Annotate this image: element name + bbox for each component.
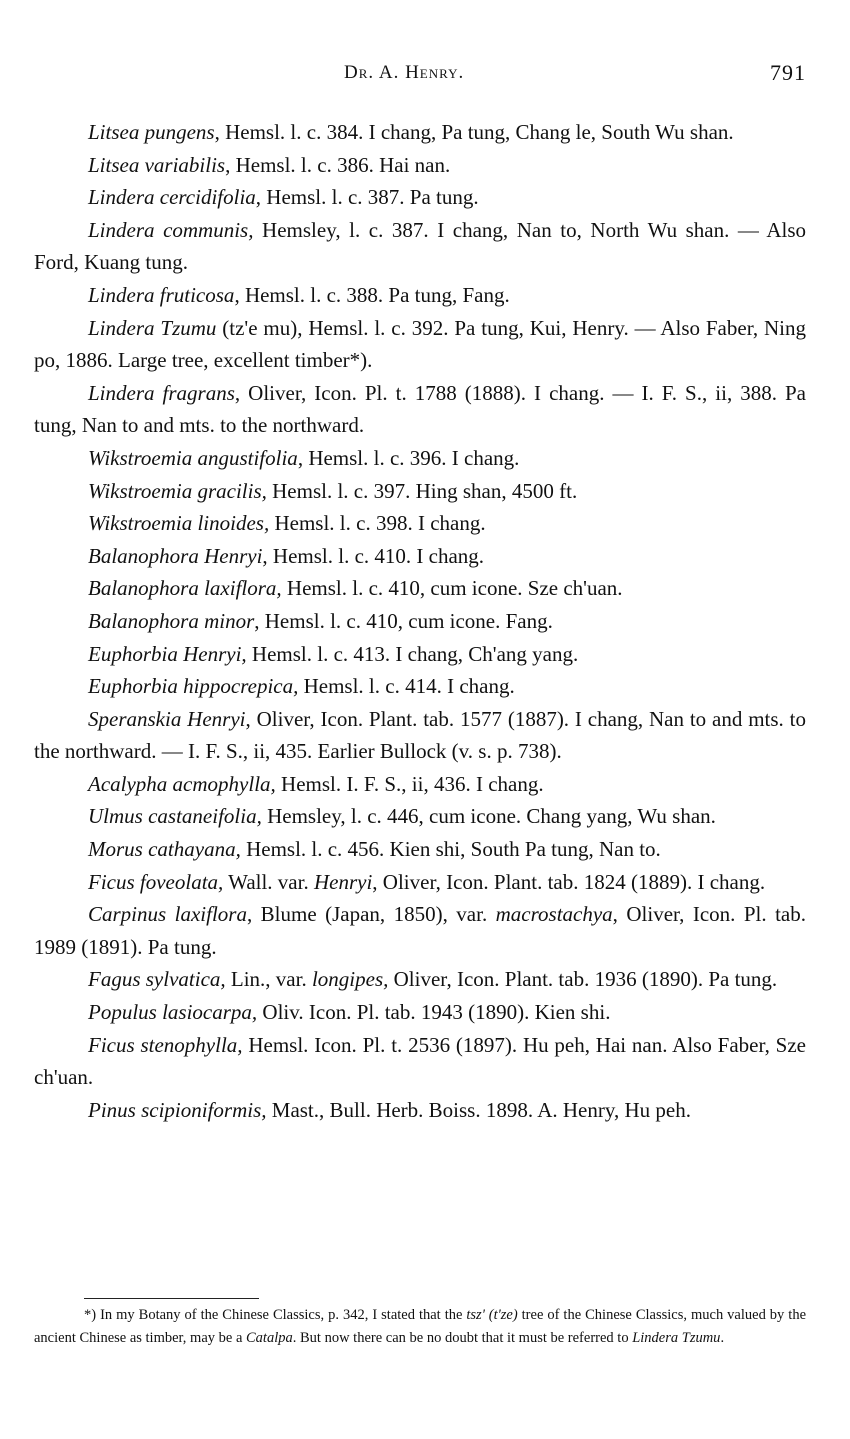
- entry-text: , Oliver, Icon. Pl. tab. 1989 (1891). Pa tung.: [34, 902, 806, 959]
- entry: [34, 866, 806, 899]
- entry-text: , Hemsl. l. c. 410. I chang.: [262, 543, 485, 568]
- entry-text: Hemsl. l. c. 397. Hing shan, 4500 ft.: [266, 478, 578, 503]
- entry: [34, 638, 806, 671]
- species-name: Litsea pungens: [88, 120, 215, 144]
- entry-text: Wall. var.: [223, 869, 314, 894]
- footnote: [34, 1304, 806, 1350]
- species-name: Populus lasiocarpa,: [88, 1000, 258, 1025]
- entry-text: , Oliver, Icon. Pl. t. 1788 (1888). I chang. — I. F. S., ii, 388. Pa tung, Nan to and mts. to the northward.: [34, 380, 806, 438]
- species-name: Lindera Tzumu: [88, 315, 217, 340]
- footnote-mid: tree of the Chinese Classics, much valued by the ancient Chinese as timber, may be a: [34, 1307, 807, 1346]
- entry-text: Hemsl. Icon. Pl. t. 2536 (1897). Hu peh, Hai nan. Also Faber, Sze ch'uan.: [34, 1032, 806, 1090]
- entry-text: Hemsl. l. c. 410, cum icone. Sze ch'uan.: [281, 576, 623, 601]
- species-name: Balanophora minor: [88, 608, 255, 633]
- entry: [34, 898, 806, 963]
- footnote-end: .: [720, 1330, 725, 1346]
- variety-name: Henryi: [313, 869, 373, 894]
- variety-name: macrostachya: [495, 902, 613, 927]
- entry-text: , Hemsl. l. c. 396. I chang.: [297, 445, 520, 470]
- species-name: Morus cathayana,: [88, 837, 241, 862]
- species-name: Wikstroemia linoides,: [88, 511, 270, 536]
- variety-name: longipes,: [311, 967, 389, 992]
- entry: [34, 768, 806, 801]
- entry-text: , Hemsl. l. c. 410, cum icone. Fang.: [254, 608, 553, 633]
- entry: [34, 181, 806, 214]
- entry-text: , Oliver, Icon. Plant. tab. 1824 (1889). I chang.: [372, 869, 766, 894]
- entry-text: Hemsley, l. c. 387. I chang, Nan to, North Wu shan. — Also Ford, Kuang tung.: [34, 217, 806, 275]
- footnote-term: Catalpa: [246, 1330, 293, 1346]
- entry-text: Hemsl. I. F. S., ii, 436. I chang.: [275, 771, 544, 796]
- species-name: Balanophora Henryi: [88, 543, 263, 568]
- species-name: Acalypha acmophylla,: [88, 771, 276, 796]
- entry: [34, 279, 806, 312]
- entry: [34, 572, 806, 605]
- species-name: Ficus foveolata,: [88, 869, 224, 894]
- entry-text: , Oliver, Icon. Plant. tab. 1577 (1887). I chang, Nan to and mts. to the northward. — I. F. S., ii, 435. Earlier Bullock (v. s. p. 738).: [34, 706, 806, 764]
- species-name: Pinus scipioniformis,: [88, 1097, 267, 1122]
- species-name: Lindera communis,: [88, 217, 254, 242]
- entry-text: Oliv. Icon. Pl. tab. 1943 (1890). Kien shi.: [257, 1000, 611, 1025]
- entries-body: [34, 116, 806, 1126]
- species-name: Euphorbia Henryi,: [88, 641, 247, 666]
- species-name: Wikstroemia angustifolia: [88, 445, 298, 470]
- footnote-term: tsz' (t'ze): [466, 1307, 518, 1323]
- species-name: Fagus sylvatica,: [88, 967, 226, 992]
- entry: [34, 214, 806, 279]
- species-name: Euphorbia hippocrepica,: [88, 674, 299, 699]
- entry-text: Lin., var.: [225, 967, 312, 992]
- species-name: Lindera fruticosa: [88, 282, 235, 307]
- species-name: Ficus stenophylla,: [88, 1032, 243, 1057]
- entry-text: Hemsl. l. c. 414. I chang.: [298, 674, 515, 699]
- entry-text: Hemsl. l. c. 456. Kien shi, South Pa tung, Nan to.: [240, 837, 661, 862]
- running-title: Dr. A. Henry.: [344, 62, 465, 83]
- species-name: Ulmus castaneifolia,: [88, 804, 262, 829]
- entry-text: Hemsl. l. c. 398. I chang.: [269, 511, 486, 536]
- species-name: Litsea variabilis: [88, 152, 226, 177]
- entry-text: , Hemsl. l. c. 388. Pa tung, Fang.: [234, 282, 510, 307]
- entry-text: , Hemsl. l. c. 386. Hai nan.: [225, 152, 451, 177]
- entry: [34, 442, 806, 475]
- entry: [34, 1029, 806, 1094]
- entry: [34, 963, 806, 996]
- entry: [34, 507, 806, 540]
- species-name: Lindera cercidifolia: [88, 185, 256, 210]
- footnote-divider: [84, 1298, 259, 1299]
- entry: [34, 1094, 806, 1127]
- species-name: Speranskia Henryi: [88, 706, 246, 731]
- entry: [34, 540, 806, 573]
- entry-text: (tz'e mu), Hemsl. l. c. 392. Pa tung, Kui, Henry. — Also Faber, Ning po, 1886. Large tree, excellent timber*).: [34, 315, 806, 373]
- entry: [34, 833, 806, 866]
- entry-text: Hemsl. l. c. 413. I chang, Ch'ang yang.: [246, 641, 579, 666]
- species-name: Carpinus laxiflora: [88, 902, 247, 927]
- entry: [34, 670, 806, 703]
- footnote-mid: . But now there can be no doubt that it must be referred to: [292, 1330, 633, 1346]
- entry: [34, 312, 806, 377]
- footnote-text: [34, 1304, 806, 1350]
- entry-text: Hemsley, l. c. 446, cum icone. Chang yang, Wu shan.: [261, 804, 716, 829]
- entry-text: , Blume (Japan, 1850), var.: [246, 902, 496, 927]
- footnote-lead: *) In my Botany of the Chinese Classics, p. 342, I stated that the: [84, 1307, 467, 1323]
- entry-text: , Hemsl. l. c. 387. Pa tung.: [255, 185, 479, 210]
- entry: [34, 116, 806, 149]
- entry: [34, 377, 806, 442]
- footnote-term: Lindera Tzumu: [632, 1330, 721, 1346]
- species-name: Lindera fragrans: [88, 380, 235, 405]
- entry: [34, 475, 806, 508]
- entry-text: , Hemsl. l. c. 384. I chang, Pa tung, Chang le, South Wu shan.: [214, 120, 734, 144]
- entry: [34, 996, 806, 1029]
- entry-text: Mast., Bull. Herb. Boiss. 1898. A. Henry, Hu peh.: [266, 1097, 691, 1122]
- entry: [34, 149, 806, 182]
- page-number: 791: [770, 60, 806, 85]
- running-header: [0, 58, 850, 94]
- species-name: Balanophora laxiflora,: [88, 576, 282, 601]
- species-name: Wikstroemia gracilis,: [88, 478, 267, 503]
- entry: [34, 800, 806, 833]
- entry-text: Oliver, Icon. Plant. tab. 1936 (1890). Pa tung.: [388, 967, 778, 992]
- entry: [34, 605, 806, 638]
- entry: [34, 703, 806, 768]
